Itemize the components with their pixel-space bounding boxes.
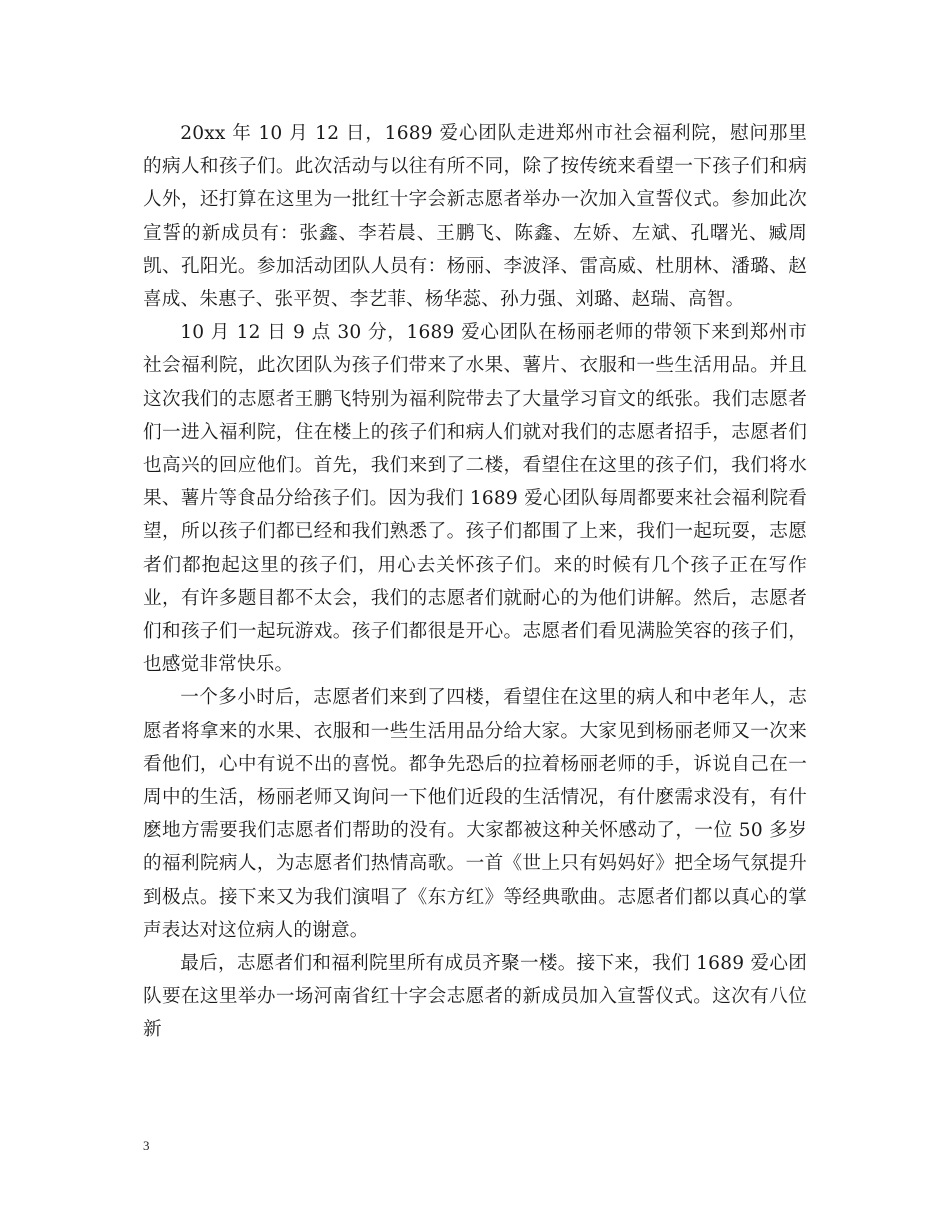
paragraph-1: 20xx 年 10 月 12 日，1689 爱心团队走进郑州市社会福利院，慰问那里的病人和孩子们。此次活动与以往有所不同，除了按传统来看望一下孩子们和病人外，还打算在这里为一批红十字会新志愿者举办一次加入宣誓仪式。参加此次宣誓的新成员有：张鑫、李若晨、王鹏飞、陈鑫、左娇、左斌、孔曙光、臧周凯、孔阳光。参加活动团队人员有：杨丽、李波泽、雷高威、杜朋林、潘璐、赵喜成、朱惠子、张平贺、李艺菲、杨华蕊、孙力强、刘璐、赵瑞、高智。 <box>143 123 807 311</box>
document-body <box>143 117 807 1047</box>
page-number: 3 <box>143 1138 150 1153</box>
paragraph-4: 最后，志愿者们和福利院里所有成员齐聚一楼。接下来，我们 1689 爱心团队要在这里举办一场河南省红十字会志愿者的新成员加入宣誓仪式。这次有八位新 <box>143 953 807 1041</box>
paragraph-2: 10 月 12 日 9 点 30 分，1689 爱心团队在杨丽老师的带领下来到郑州市社会福利院，此次团队为孩子们带来了水果、薯片、衣服和一些生活用品。并且这次我们的志愿者王鹏飞特别为福利院带去了大量学习盲文的纸张。我们志愿者们一进入福利院，住在楼上的孩子们和病人们就对我们的志愿者招手，志愿者们也高兴的回应他们。首先，我们来到了二楼，看望住在这里的孩子们，我们将水果、薯片等食品分给孩子们。因为我们 1689 爱心团队每周都要来社会福利院看望，所以孩子们都已经和我们熟悉了。孩子们都围了上来，我们一起玩耍，志愿者们都抱起这里的孩子们，用心去关怀孩子们。来的时候有几个孩子正在写作业，有许多题目都不太会，我们的志愿者们就耐心的为他们讲解。然后，志愿者们和孩子们一起玩游戏。孩子们都很是开心。志愿者们看见满脸笑容的孩子们，也感觉非常快乐。 <box>143 322 807 676</box>
paragraph-3: 一个多小时后，志愿者们来到了四楼，看望住在这里的病人和中老年人，志愿者将拿来的水果、衣服和一些生活用品分给大家。大家见到杨丽老师又一次来看他们，心中有说不出的喜悦。都争先恐后的拉着杨丽老师的手，诉说自己在一周中的生活，杨丽老师又询问一下他们近段的生活情况，有什麽需求没有，有什麽地方需要我们志愿者们帮助的没有。大家都被这种关怀感动了，一位 50 多岁的福利院病人，为志愿者们热情高歌。一首《世上只有妈妈好》把全场气氛提升到极点。接下来又为我们演唱了《东方红》等经典歌曲。志愿者们都以真心的掌声表达对这位病人的谢意。 <box>143 687 807 941</box>
